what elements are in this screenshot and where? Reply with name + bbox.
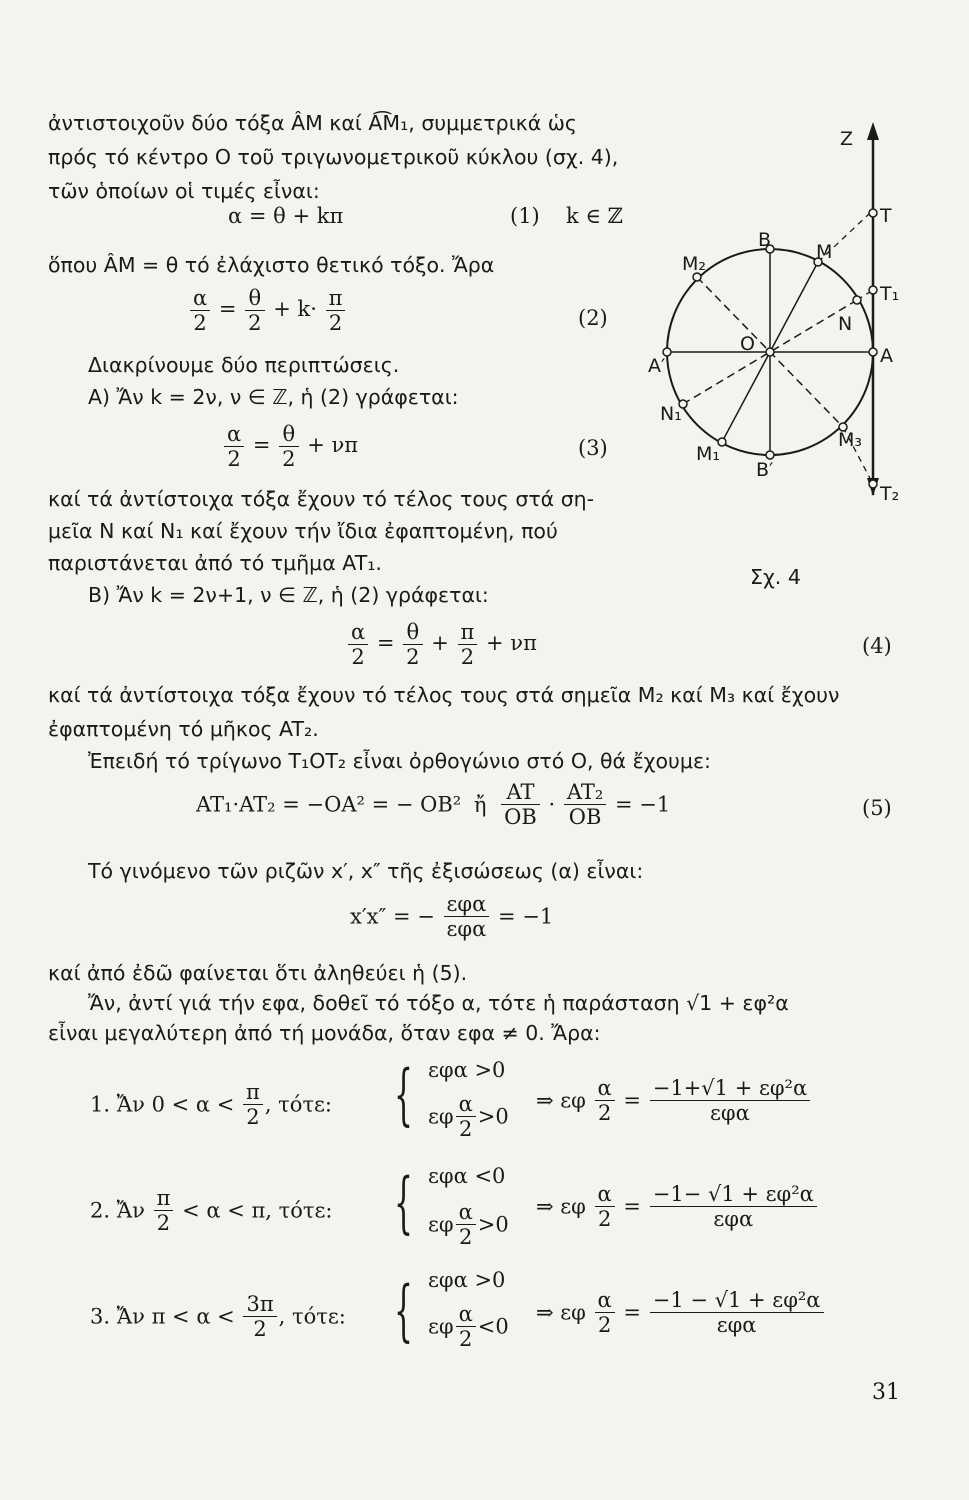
text-line: καί ἀπό ἐδῶ φαίνεται ὅτι ἀληθεύει ἡ (5).: [48, 961, 468, 985]
text-line: τῶν ὁποίων οἱ τιμές εἶναι:: [48, 179, 320, 203]
case-2-c2: εφ $\frac{\alpha}{2}$ >0: [428, 1200, 509, 1250]
equation-3: $\frac{\alpha}{2}$ = $\frac{\theta}{2}$ + νπ: [222, 422, 358, 471]
text-line: B) Ἄν k = 2ν+1, ν ∈ ℤ, ἡ (2) γράφεται:: [88, 583, 489, 607]
equation-1: α = θ + kπ: [228, 204, 344, 228]
equation-number: (3): [578, 436, 608, 460]
case-3-result: ⇒ εφ $\frac{\alpha}{2}$ = $\frac{\text{−1 − √1 + εφ²α}}{\text{εφα}}$: [536, 1288, 826, 1337]
text-line: παριστάνεται ἀπό τό τμῆμα AT₁.: [48, 551, 382, 575]
text-line: εἶναι μεγαλύτερη ἀπό τή μονάδα, ὅταν εφα ≠ 0. Ἄρα:: [48, 1021, 601, 1045]
label-t: T: [880, 205, 892, 227]
equation-2: $\frac{\alpha}{2}$ = $\frac{\theta}{2}$ + k· $\frac{\pi}{2}$: [188, 286, 347, 335]
text-line: Ἄν, ἀντί γιά τήν εφα, δοθεῖ τό τόξο α, τότε ἡ παράσταση √1 + εφ²α: [88, 991, 789, 1015]
label-o: O: [740, 333, 755, 355]
label-t1: T₁: [880, 283, 900, 305]
label-m: M: [816, 241, 833, 263]
label-a: A: [880, 345, 893, 367]
equation-number: (4): [862, 634, 892, 658]
label-z: Z: [840, 128, 854, 150]
label-m2: M₂: [682, 253, 707, 275]
text-line: Τό γινόμενο τῶν ριζῶν x′, x″ τῆς ἐξισώσεως (α) εἶναι:: [88, 859, 644, 883]
text-line: μεῖα N καί N₁ καί ἔχουν τήν ἴδια ἐφαπτομένη, πού: [48, 519, 558, 543]
text-line: Διακρίνουμε δύο περιπτώσεις.: [88, 353, 400, 377]
text-line: ὅπου ÂM = θ τό ἐλάχιστο θετικό τόξο. Ἄρα: [48, 253, 495, 277]
label-b-prime: B′: [756, 459, 774, 481]
equation-number: (5): [862, 796, 892, 820]
figure-caption: Σχ. 4: [750, 565, 801, 589]
case-1-result: ⇒ εφ $\frac{\alpha}{2}$ = $\frac{\text{−1+√1 + εφ²α}}{\text{εφα}}$: [536, 1076, 812, 1125]
label-m1: M₁: [696, 443, 721, 465]
label-n1: N₁: [660, 403, 682, 425]
text-line: Ἐπειδή τό τρίγωνο T₁OT₂ εἶναι ὀρθογώνιο στό O, θά ἔχουμε:: [88, 749, 711, 773]
case-3-c1: εφα >0: [428, 1268, 506, 1292]
equation-4: $\frac{\alpha}{2}$ = $\frac{\theta}{2}$ + $\frac{\pi}{2}$ + νπ: [346, 620, 537, 669]
text-line: πρός τό κέντρο O τοῦ τριγωνομετρικοῦ κύκλου (σχ. 4),: [48, 145, 619, 169]
figure-unit-circle: [620, 110, 920, 600]
case-1-c2: εφ $\frac{\alpha}{2}$ >0: [428, 1092, 509, 1142]
brace: {: [394, 1272, 413, 1349]
case-3-condition: 3. Ἄν π < α < $\frac{3\pi}{2}$ , τότε:: [90, 1292, 346, 1342]
page-number: 31: [872, 1380, 900, 1405]
case-2-condition: 2. Ἄν $\frac{\pi}{2}$ < α < π, τότε:: [90, 1186, 333, 1236]
equation-product: x′x″ = − $\frac{\text{εφα}}{\text{εφα}}$ = −1: [350, 892, 554, 942]
label-a-prime: A′: [648, 355, 666, 377]
brace: {: [394, 1164, 413, 1241]
text-line: ἐφαπτομένη τό μῆκος AT₂.: [48, 717, 319, 741]
case-1-c1: εφα >0: [428, 1058, 506, 1082]
text-line: A) Ἄν k = 2ν, ν ∈ ℤ, ἡ (2) γράφεται:: [88, 385, 459, 409]
arrow-up-icon: [867, 122, 879, 140]
label-m3: M₃: [838, 429, 863, 451]
label-n: N: [838, 313, 853, 335]
label-b: B: [758, 229, 772, 251]
case-2-result: ⇒ εφ $\frac{\alpha}{2}$ = $\frac{\text{−1− √1 + εφ²α}}{\text{εφα}}$: [536, 1182, 819, 1231]
text-line: ἀντιστοιχοῦν δύο τόξα ÂM καί A͡M₁, συμμετρικά ὡς: [48, 111, 577, 135]
text-line: καί τά ἀντίστοιχα τόξα ἔχουν τό τέλος τους στά σημεῖα M₂ καί M₃ καί ἔχουν: [48, 683, 840, 707]
equation-number: (1): [510, 204, 540, 228]
label-t2: T₂: [880, 483, 900, 505]
equation-set: k ∈ ℤ: [566, 204, 623, 228]
equation-5: AT₁·AT₂ = −OA² = − OB² ἤ $\frac{AT}{OB}$ · $\frac{\text{AT₂}}{OB}$ = −1: [196, 780, 671, 830]
case-2-c1: εφα <0: [428, 1164, 506, 1188]
equation-number: (2): [578, 306, 608, 330]
case-1-condition: 1. Ἄν 0 < α < $\frac{\pi}{2}$ , τότε:: [90, 1080, 333, 1130]
brace: {: [394, 1056, 413, 1133]
text-line: καί τά ἀντίστοιχα τόξα ἔχουν τό τέλος τους στά ση-: [48, 487, 595, 511]
case-3-c2: εφ $\frac{\alpha}{2}$ <0: [428, 1302, 509, 1352]
